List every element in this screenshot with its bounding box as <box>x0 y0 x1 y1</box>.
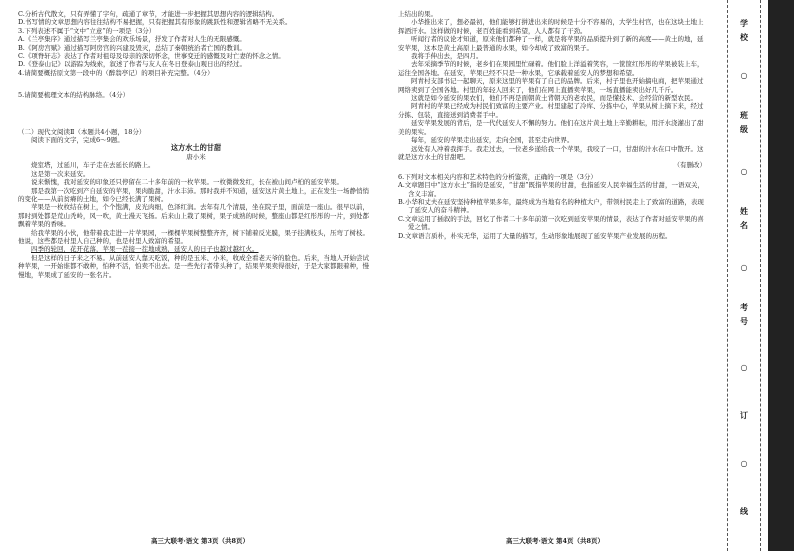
section-instruction: 阅读下面的文字，完成6～9题。 <box>31 136 124 145</box>
q3-option-b: B.《阿房宫赋》通过描写阿房宫的兴建及毁灭，总结了秦朝统治者亡国的教训。 <box>18 43 246 52</box>
binding-margin <box>736 18 752 528</box>
binding-char: 姓 <box>740 206 748 216</box>
prev-item-d: D.书写情的文章思想内容往往结构不易把握，只有把握其有形象的跳跃性和逻辑省略不无关系。 <box>18 18 292 27</box>
binding-char: 考 <box>740 302 748 312</box>
binding-char: 号 <box>740 316 748 326</box>
article-paragraph: 小华推出来了，想必最初，他们能够打拼进出来的时候是十分不容易的，大学生村官，也在这块土地上挥洒汗水。这样做的时候，老百姓能看到希望，人人都有了干劲。 <box>398 18 704 35</box>
right-page <box>398 10 706 240</box>
source-note: （有删改） <box>673 161 706 170</box>
binding-char: 校 <box>740 32 748 42</box>
question-5: 5.请简要梳理文本的结构脉络。（4分） <box>18 91 130 100</box>
binding-circle: ○ <box>740 458 748 468</box>
article-paragraph: 说来惭愧，我对延安的印象还只停留在二十多年前的一枚苹果。一枚微微发红，长在被山间卢柏的延安苹果。 <box>31 178 343 187</box>
article-paragraph: 苹果是一枚枚结在树上，个个饱满，皮光肉细，色泽红润。去年有几个清晨，坐在院子里，面前是一座山。很早以前，那时到处都是荒山秃岭，风一吹，黄土漫天飞扬。后来山上栽了果树，果子成熟的时候，整座山都是红彤彤的一片，到处都飘着苹果的香味。 <box>18 203 369 229</box>
section-heading: （二）现代文阅读Ⅱ（本题共4小题，18分） <box>18 127 146 136</box>
binding-char: 班 <box>740 110 748 120</box>
question-6: 6.下列对文本相关内容和艺术特色的分析鉴赏，正确的一项是（3分） <box>398 172 597 181</box>
article-paragraph: 去年采摘季节的时候，老乡们在果园里忙碌着。他们脸上洋溢着笑容，一筐筐红彤彤的苹果被装上车，运往全国各地。在延安，苹果已经不只是一种水果，它承载着延安人的梦想和希望。 <box>398 60 704 77</box>
binding-line-outer <box>727 0 728 551</box>
q6-option-c: C.文章运用了插叙的手法，回忆了作者二十多年前第一次吃到延安苹果的情景，表达了作者对延安苹果的喜爱之情。 <box>398 214 704 232</box>
binding-char: 订 <box>740 410 748 420</box>
article-paragraph: 但是这样的日子来之不易。从前延安人靠天吃饭，种的是玉米、小米，收成全看老天爷的脸色。后来，当地人开始尝试种苹果，一开始谁都不敢种，怕种不活，怕卖不出去。是一些先行者带头种了，结果苹果卖得很好，于是大家都跟着种，慢慢地，苹果成了延安的一张名片。 <box>18 253 369 279</box>
article-paragraph: 阿青村支部书记一起聊天，原来这里的苹果有了自己的品牌。后来，村子里也开始搞电商，把苹果通过网络卖到了全国各地。村里的年轻人回来了，他们在网上直播卖苹果，一场直播能卖出好几千斤。 <box>398 77 704 94</box>
binding-circle: ○ <box>740 166 748 176</box>
dark-edge-strip <box>768 0 794 551</box>
q3-option-a: A.《兰亭集序》通过描写兰亭集会的欢乐场景，抒发了作者对人生的无限感慨。 <box>18 35 246 44</box>
q3-option-d: D.《登泰山记》以游踪为线索，叙述了作者与友人在冬日登泰山观日出的经过。 <box>18 60 247 69</box>
binding-circle: ○ <box>740 70 748 80</box>
article-paragraph: 这是第一次来延安。 <box>31 169 90 178</box>
article-paragraph: 每年，延安的苹果走出延安，走向全国，甚至走向世界。 <box>411 136 574 145</box>
binding-circle: ○ <box>740 362 748 372</box>
article-paragraph: 给我苹果的小伙，他带着我走进一片苹果园，一棵棵苹果树整整齐齐，树下铺着反光膜，果子挂满枝头，压弯了树枝。他说，这些都是村里人自己种的，也是村里人致富的希望。 <box>18 228 369 245</box>
question-4: 4.请简要概括原文第一段中的（醉翁亭记）的项目补充完整。（4分） <box>18 68 214 77</box>
question-3: 3.下列表述不属于“文中”立意”的一项是（3分） <box>18 26 156 35</box>
article-paragraph: 上结出的果。 <box>398 10 437 18</box>
article-paragraph: 听闻行者的议论才知道，原来他们都种了一样，就是将苹果的品质提升到了新的高度——黄土的地，延安苹果，这本是黄土高原上最普通的水果，如今却成了致富的果子。 <box>398 35 704 52</box>
binding-line-inner <box>760 0 761 551</box>
article-title: 这方水土的甘甜 <box>170 143 222 153</box>
page-footer-left: 高三大联考·语文 第3页（共8页） <box>150 537 250 545</box>
q6-option-b: B.小华和丈夫在延安坚持种植苹果多年，最终成为当地有名的种植大户，带领村民走上了致富的道路，表现了延安人的奋斗精神。 <box>398 197 704 215</box>
left-page <box>18 10 374 279</box>
binding-circle: ○ <box>740 262 748 272</box>
prev-item-c: C.分析古代散文，只有弄懂了字句，疏通了章节，才能进一步把握其思想内容的逻辑结构。 <box>18 10 279 18</box>
article-paragraph: 烧室塔，过延川，车子走在去延长的路上。 <box>31 161 155 170</box>
q6-option-d: D.文章语言质朴，朴实无华，运用了大量的描写，生动形象地展现了延安苹果产业发展的历程。 <box>398 231 672 240</box>
binding-char: 线 <box>740 506 748 516</box>
article-paragraph: 这就是如今延安的果农们，他们不再是面朝黄土背朝天的老农民，而是懂技术、会经营的新型农民。 <box>411 94 697 103</box>
article-paragraph: 远处有人冲着我挥手。我走过去，一位老乡递给我一个苹果，我咬了一口，甘甜的汁水在口中散开。这就是这方水土的甘甜吧。 <box>398 144 704 161</box>
article-paragraph-underlined: 四季的轮回，花开花落，苹果一茬接一茬地成熟，延安人的日子也越过越红火。 <box>31 245 259 254</box>
binding-char: 学 <box>740 18 748 28</box>
article-author: 唐小米 <box>186 152 206 161</box>
q3-option-c: C.《项脊轩志》表达了作者对祖母及母亲的深切怀念，世事变迁的感慨及对亡妻的怀念之情。 <box>18 52 285 61</box>
article-paragraph: 我将手伸出去，是四月。 <box>411 52 483 61</box>
article-paragraph: 延安苹果发展的背后，是一代代延安人不懈的努力。他们在这片黄土地上辛勤耕耘，用汗水浇灌出了甜美的果实。 <box>398 119 704 136</box>
page-footer-right: 高三大联考·语文 第4页（共8页） <box>505 537 605 545</box>
q6-option-a: A.文章题目中“这方水土”指的是延安，“甘甜”既指苹果的甘甜，也指延安人民幸福生活的甘甜，一语双关，含义丰富。 <box>398 181 705 198</box>
article-paragraph: 那是我第一次吃到产自延安的苹果，果肉脆甜，汁水丰沛。那时我并不知道，延安这片黄土地上，正在发生一场静悄悄的变化——从前贫瘠的土地，如今已经长满了果树。 <box>18 186 369 203</box>
article-paragraph: 阿青村的苹果已经成为村民们致富的主要产业。村里建起了冷库、分拣中心，苹果从树上摘下来，经过分拣、包装，直接送到消费者手中。 <box>398 102 704 119</box>
binding-char: 级 <box>740 124 748 134</box>
binding-char: 名 <box>740 220 748 230</box>
